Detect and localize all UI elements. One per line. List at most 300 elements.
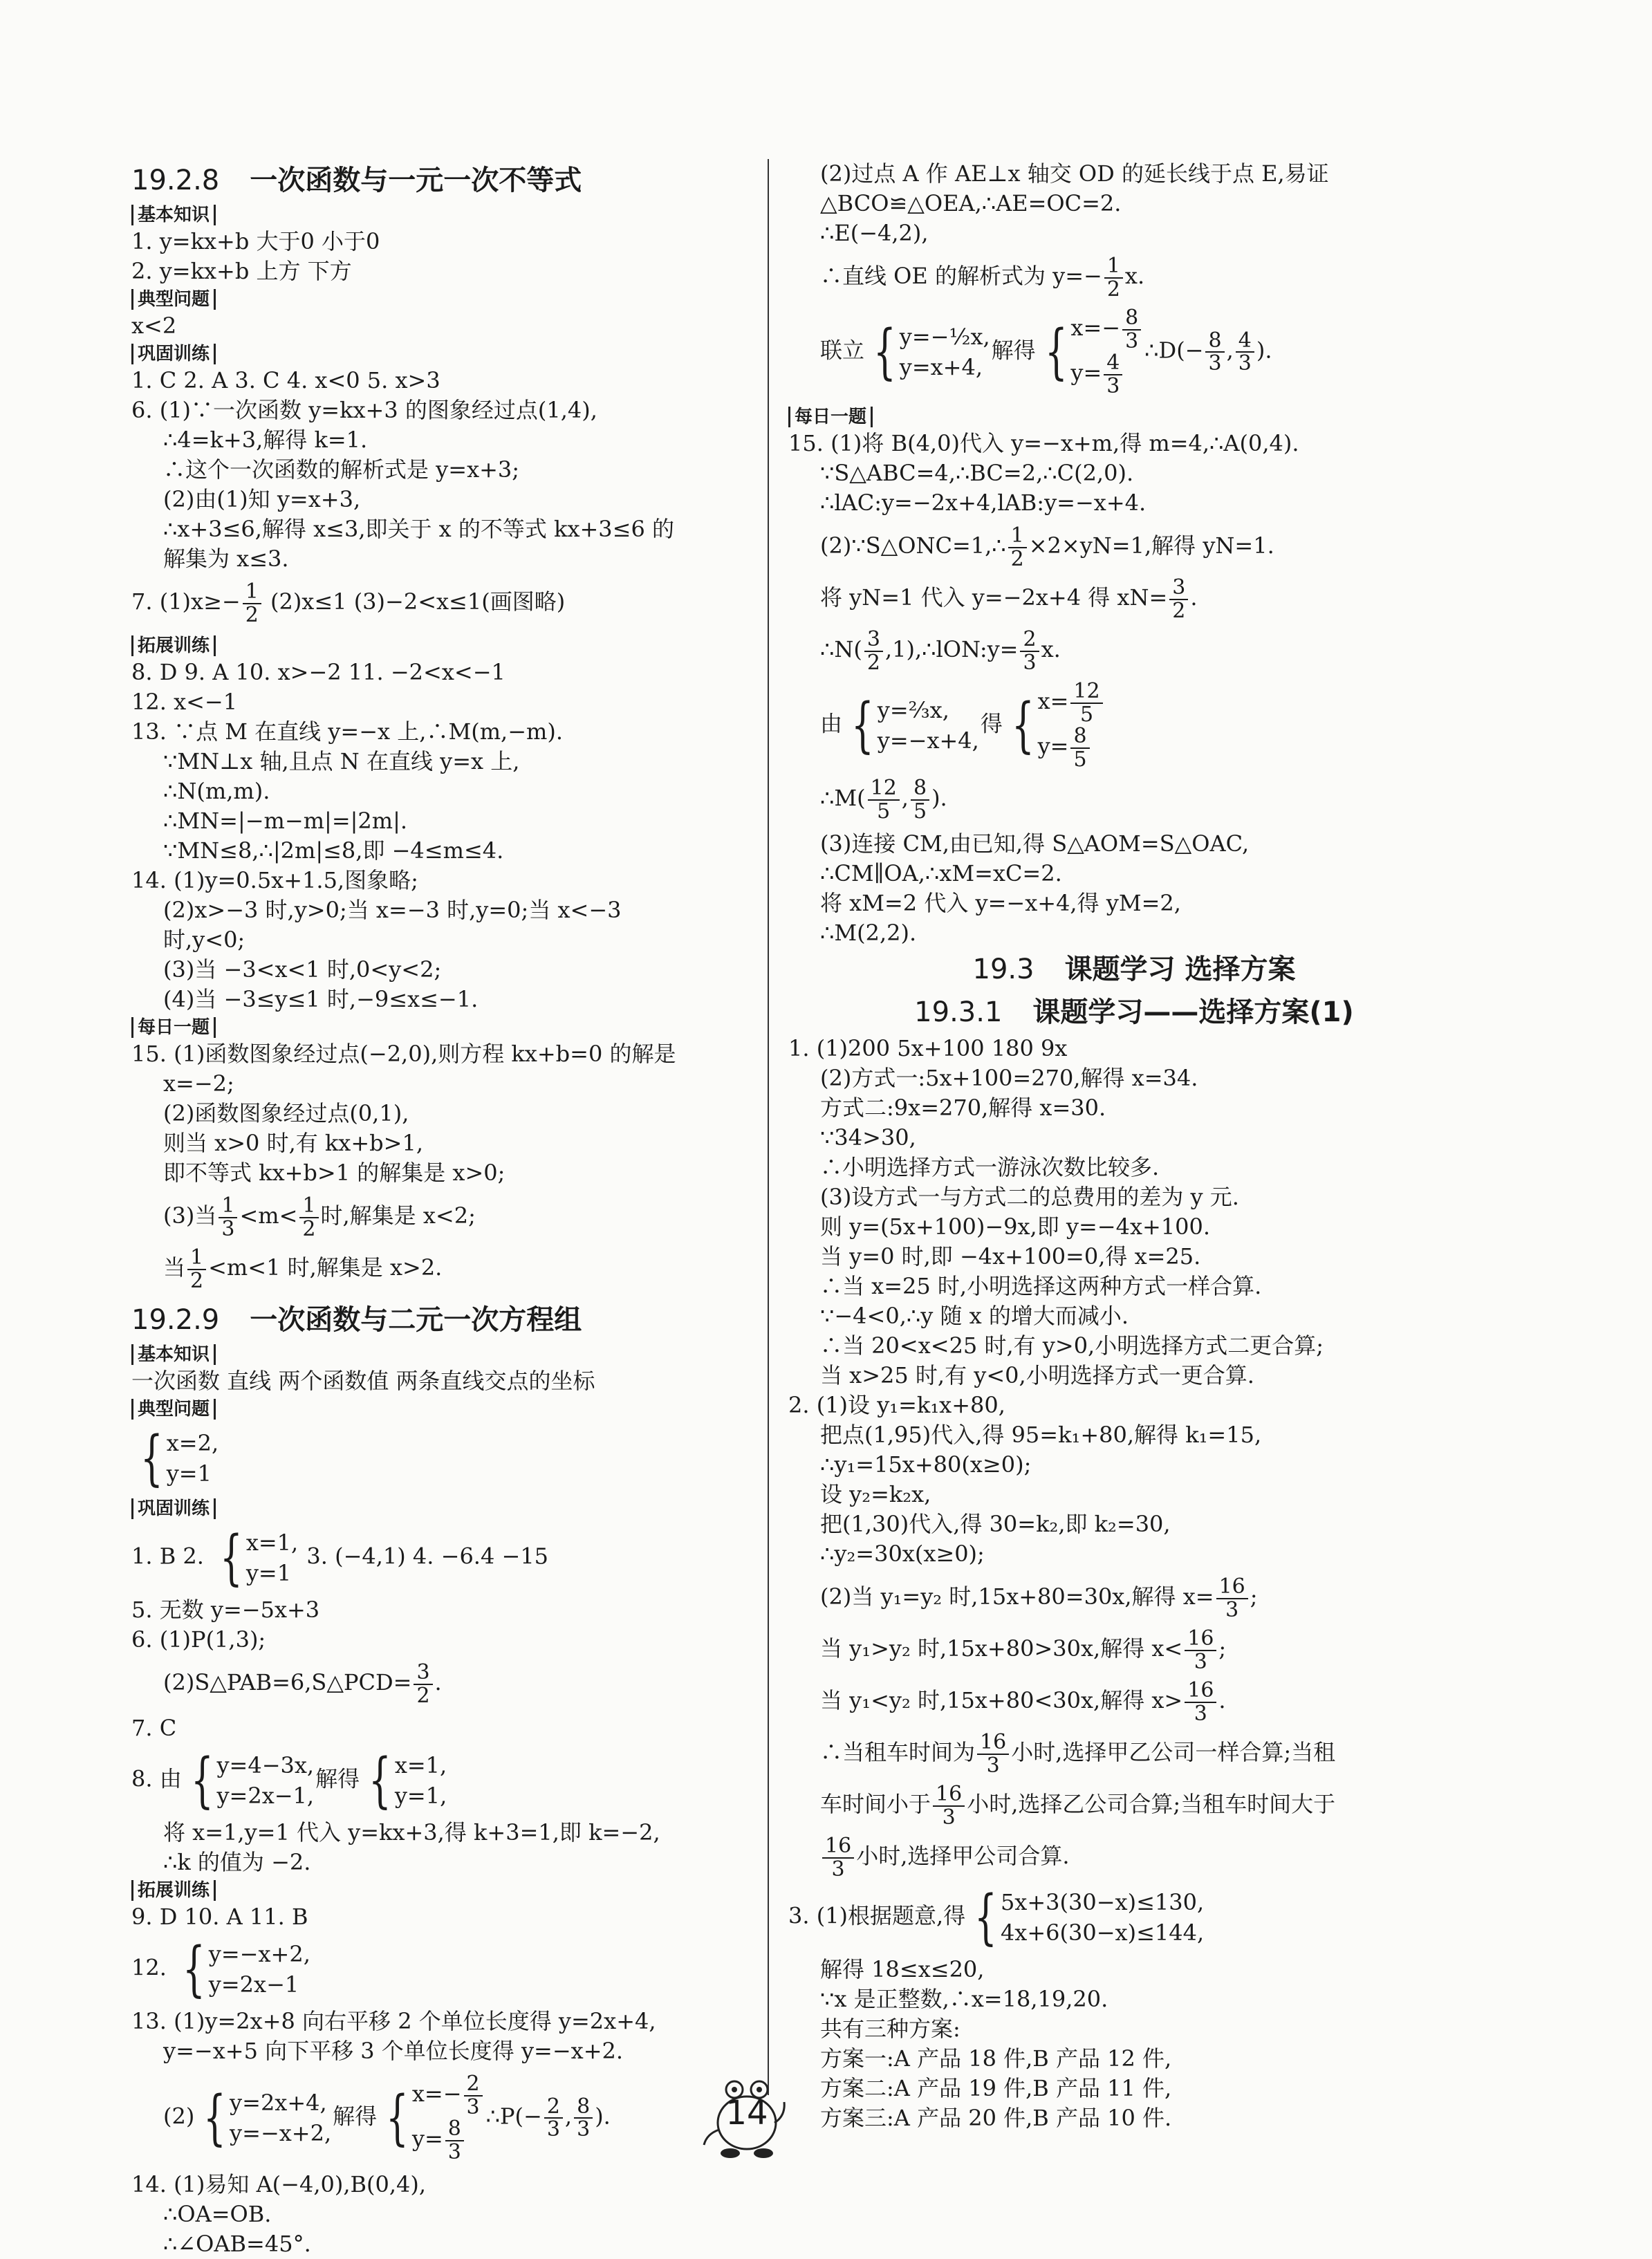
text-segment: 2. y=kx+b 上方 下方	[131, 258, 352, 284]
text-segment: 小时,选择甲公司合算.	[856, 1843, 1070, 1869]
answer-line	[788, 1182, 1480, 1212]
denominator: 5	[913, 799, 927, 824]
section-tag: 典型问题	[131, 289, 216, 310]
denominator: 2	[302, 1216, 316, 1241]
answer-line	[131, 1713, 747, 1743]
denominator: 2	[1106, 277, 1120, 301]
text-segment: (3)连接 CM,由已知,得 S△AOM=S△OAC,	[820, 830, 1250, 857]
numerator: 2	[544, 2096, 563, 2119]
answer-line	[131, 925, 747, 955]
text-segment: x=−	[411, 2081, 462, 2107]
text-segment: ∴N(	[820, 636, 862, 662]
system-line: y=⅔x,	[877, 697, 949, 723]
answer-line	[788, 777, 1480, 822]
text-segment: ,	[901, 785, 909, 811]
text-segment: 解得	[991, 337, 1036, 364]
answer-line	[131, 1595, 747, 1625]
fraction	[977, 1731, 1009, 1776]
section-tag-row	[131, 1341, 747, 1366]
text-segment: x=−	[1070, 315, 1121, 341]
answer-line	[131, 257, 747, 286]
answer-line	[788, 1331, 1480, 1361]
numerator: 3	[864, 629, 883, 652]
text-segment: 得	[980, 710, 1003, 737]
answer-line	[788, 2044, 1480, 2074]
text-segment: x=	[1037, 688, 1069, 714]
equation-system	[133, 1424, 219, 1493]
equation-system	[866, 317, 990, 387]
system-line: x=2,	[166, 1430, 219, 1456]
text-segment: 由	[820, 710, 843, 737]
answer-line	[131, 717, 747, 747]
denominator: 2	[245, 602, 259, 627]
numerator: 1	[1008, 525, 1027, 548]
answer-line	[131, 1662, 747, 1707]
section-tag-row	[131, 341, 747, 366]
fraction	[243, 581, 261, 626]
answer-line	[788, 307, 1480, 397]
system-line: y=1	[245, 1560, 292, 1586]
answer-line	[131, 455, 747, 485]
fraction	[1104, 352, 1122, 397]
denominator: 3	[1125, 328, 1139, 353]
answer-line	[788, 1034, 1480, 1063]
text-segment: ∵MN⊥x 轴,且点 N 在直线 y=x 上,	[163, 748, 520, 774]
numerator: 3	[414, 1662, 432, 1685]
system-line: y=2x+4,	[230, 2090, 327, 2116]
text-segment: ∴当租车时间为	[820, 1739, 976, 1765]
numerator: 8	[1122, 307, 1141, 331]
denominator: 5	[1073, 747, 1087, 772]
fraction	[464, 2073, 483, 2118]
text-segment: ∴直线 OE 的解析式为 y=−	[820, 263, 1102, 289]
text-segment: y=	[411, 2126, 443, 2152]
text-segment: .	[1190, 584, 1198, 611]
text-segment: ∴∠OAB=45°.	[163, 2231, 311, 2257]
equation-system	[361, 1746, 447, 1815]
numerator: 3	[1169, 577, 1188, 600]
text-segment: 解得	[315, 1765, 360, 1792]
fraction	[299, 1195, 318, 1240]
answer-line	[788, 219, 1480, 248]
column-divider	[768, 159, 769, 2095]
text-segment: (2)当 y₁=y₂ 时,15x+80=30x,解得 x=	[820, 1583, 1214, 1610]
text-segment: 车时间小于	[820, 1791, 931, 1817]
text-segment: 当 y₁>y₂ 时,15x+80>30x,解得 x<	[820, 1635, 1183, 1662]
text-segment: ).	[1256, 337, 1272, 364]
text-segment: ,1),∴lON:y=	[884, 636, 1019, 662]
denominator: 3	[221, 1216, 235, 1241]
text-segment: ).	[595, 2103, 611, 2130]
left-column	[131, 159, 747, 2259]
fraction	[1020, 629, 1039, 673]
section-heading: 一次函数与一元一次不等式	[250, 165, 582, 196]
fraction	[1122, 307, 1141, 352]
answer-line	[131, 1902, 747, 1932]
denominator: 3	[1194, 1649, 1207, 1674]
text-segment: 12.	[131, 1954, 174, 1981]
section-tag-row	[131, 1877, 747, 1902]
fraction	[1205, 330, 1224, 375]
text-segment: 12. x<−1	[131, 689, 238, 715]
answer-line	[788, 1835, 1480, 1880]
text-segment: 方案一:A 产品 18 件,B 产品 12 件,	[820, 2045, 1172, 2072]
answer-line	[131, 747, 747, 777]
fraction	[1185, 1680, 1216, 1725]
fraction	[1236, 330, 1254, 375]
system-lines	[209, 1939, 310, 2000]
text-segment: 联立	[820, 337, 865, 364]
fraction	[544, 2096, 563, 2141]
text-segment: 8. D 9. A 10. x>−2 11. −2<x<−1	[131, 659, 505, 685]
fraction	[1070, 725, 1089, 770]
section-title	[131, 159, 747, 202]
text-segment: y=−x+5 向下平移 3 个单位长度得 y=−x+2.	[163, 2038, 624, 2064]
system-line: y=4−3x,	[216, 1752, 315, 1778]
answer-line	[131, 1099, 747, 1128]
section-tag-row	[788, 404, 1480, 429]
system-line: x=1,	[245, 1530, 299, 1556]
text-segment: ∴y₁=15x+80(x≥0);	[820, 1451, 1032, 1478]
section-tag: 拓展训练	[131, 635, 216, 656]
text-segment: 小时,选择乙公司合算;当租车时间大于	[967, 1791, 1336, 1817]
text-segment: (2)方式一:5x+100=270,解得 x=34.	[820, 1065, 1198, 1091]
answer-line	[788, 159, 1480, 189]
equation-system	[175, 1935, 310, 2004]
answer-line	[788, 1628, 1480, 1673]
text-segment: ∴小明选择方式一游泳次数比较多.	[820, 1154, 1160, 1180]
text-segment: .	[1218, 1687, 1226, 1713]
system-line: y=−½x,	[899, 324, 990, 350]
numerator: 8	[911, 777, 929, 801]
answer-line	[131, 866, 747, 895]
text-segment: ∴D(−	[1144, 337, 1204, 364]
text-segment: 13. ∵点 M 在直线 y=−x 上,∴M(m,−m).	[131, 718, 564, 745]
system-lines	[395, 1750, 447, 1811]
text-segment: 7. (1)x≥−	[131, 588, 241, 615]
answer-line	[788, 1272, 1480, 1301]
answer-line	[788, 1212, 1480, 1242]
text-segment: ×2×yN=1,解得 yN=1.	[1028, 532, 1274, 559]
answer-line	[131, 955, 747, 985]
answer-line	[788, 1093, 1480, 1123]
answer-line	[788, 889, 1480, 918]
section-title	[788, 991, 1480, 1034]
system-line	[1070, 307, 1143, 352]
text-segment: ∵34>30,	[820, 1124, 916, 1151]
system-lines	[412, 2073, 485, 2163]
system-lines	[216, 1750, 314, 1811]
answer-line	[788, 1420, 1480, 1450]
numerator: 8	[574, 2096, 593, 2119]
fraction	[219, 1195, 237, 1240]
text-segment: 3. (1)根据题意,得	[788, 1902, 966, 1929]
numerator: 2	[464, 2073, 483, 2097]
text-segment: ∴M(2,2).	[820, 920, 917, 946]
equation-system	[844, 691, 979, 760]
text-segment: (2)S△PAB=6,S△PCD=	[163, 1669, 412, 1695]
equation-system	[196, 2083, 332, 2153]
numerator: 16	[977, 1731, 1009, 1755]
system-lines	[1001, 1887, 1204, 1948]
text-segment: ∴M(	[820, 785, 866, 811]
brace-glyph: {	[220, 1523, 243, 1592]
section-heading: 课题学习 选择方案	[1064, 954, 1296, 985]
fraction	[822, 1835, 854, 1880]
answer-line	[788, 189, 1480, 219]
answer-line	[788, 2074, 1480, 2103]
numerator: 16	[1185, 1628, 1216, 1651]
answer-line	[131, 1247, 747, 1292]
text-segment: 7. C	[131, 1715, 177, 1741]
text-segment: △BCO≌△OEA,∴AE=OC=2.	[820, 190, 1122, 216]
answer-line	[788, 2014, 1480, 2044]
system-line	[1038, 725, 1105, 770]
section-title	[788, 948, 1480, 991]
section-tag-row	[131, 633, 747, 658]
system-line: y=−x+4,	[877, 727, 979, 754]
section-tag-row	[131, 1014, 747, 1039]
text-segment: ∴OA=OB.	[163, 2201, 272, 2227]
answer-line	[131, 2200, 747, 2229]
text-segment: y=	[1070, 360, 1102, 386]
system-line: y=−x+2,	[208, 1941, 310, 1967]
answer-line	[131, 895, 747, 925]
text-segment: ∵−4<0,∴y 随 x 的增大而减小.	[820, 1303, 1129, 1329]
section-number: 19.2.9	[131, 1304, 220, 1336]
system-line	[412, 2118, 485, 2163]
text-segment: ∴当 x=25 时,小明选择这两种方式一样合算.	[820, 1273, 1262, 1299]
system-lines	[878, 695, 979, 756]
answer-line	[788, 458, 1480, 488]
numerator: 16	[1216, 1576, 1248, 1599]
text-segment: (2)函数图象经过点(0,1),	[163, 1100, 409, 1126]
fraction	[864, 629, 883, 673]
text-segment: 2. (1)设 y₁=k₁x+80,	[788, 1392, 1005, 1418]
answer-line	[788, 1153, 1480, 1182]
denominator: 3	[1225, 1597, 1239, 1622]
text-segment: 时,y<0;	[163, 927, 245, 953]
page-number-badge	[698, 2074, 795, 2164]
answer-line	[131, 544, 747, 574]
fraction	[1169, 577, 1188, 622]
answer-line	[788, 1063, 1480, 1093]
text-segment: (4)当 −3≤y≤1 时,−9≤x≤−1.	[163, 986, 479, 1012]
denominator: 2	[1172, 598, 1186, 623]
numerator: 8	[1070, 725, 1089, 749]
answer-line	[788, 859, 1480, 889]
answer-line	[131, 311, 747, 341]
numerator: 1	[1104, 255, 1123, 279]
text-segment: (3)当	[163, 1202, 217, 1229]
text-segment: .	[434, 1669, 442, 1695]
text-segment: 1. y=kx+b 大于0 小于0	[131, 228, 380, 254]
answer-line	[131, 1424, 747, 1493]
text-segment: ∴4=k+3,解得 k=1.	[163, 427, 368, 453]
equation-system	[1004, 680, 1105, 770]
text-segment: (2)由(1)知 y=x+3,	[163, 486, 361, 512]
answer-line	[788, 1576, 1480, 1621]
text-segment: 共有三种方案:	[820, 2016, 960, 2042]
text-segment: 方案三:A 产品 20 件,B 产品 10 件.	[820, 2105, 1172, 2131]
answer-line	[131, 1195, 747, 1240]
text-segment: ∴k 的值为 −2.	[163, 1849, 311, 1875]
answer-line	[788, 255, 1480, 300]
denominator: 2	[416, 1683, 430, 1708]
text-segment: 15. (1)将 B(4,0)代入 y=−x+m,得 m=4,∴A(0,4).	[788, 430, 1299, 456]
answer-line	[131, 366, 747, 396]
right-column	[788, 159, 1480, 2133]
brace-glyph: {	[974, 1883, 997, 1952]
numerator: 12	[1070, 680, 1102, 704]
numerator: 1	[187, 1247, 206, 1270]
equation-system	[967, 1883, 1205, 1952]
section-tag-row	[131, 1396, 747, 1421]
system-line: y=−x+2,	[230, 2120, 332, 2146]
page-number: 14	[725, 2094, 768, 2132]
numerator: 12	[868, 777, 900, 801]
text-segment: 15. (1)函数图象经过点(−2,0),则方程 kx+b=0 的解是	[131, 1041, 676, 1067]
answer-line	[131, 1848, 747, 1877]
system-lines	[167, 1428, 219, 1489]
answer-line	[788, 1391, 1480, 1420]
answer-line	[788, 1731, 1480, 1776]
text-segment: 解得	[333, 2103, 378, 2130]
answer-line	[131, 1746, 747, 1815]
fraction	[1104, 255, 1123, 300]
brace-glyph: {	[851, 691, 874, 760]
text-segment: 9. D 10. A 11. B	[131, 1904, 308, 1930]
answer-line	[131, 581, 747, 626]
answer-line	[788, 1783, 1480, 1828]
text-segment: 将 xM=2 代入 y=−x+4,得 yM=2,	[820, 890, 1181, 916]
answer-line	[788, 577, 1480, 622]
section-tag: 典型问题	[131, 1399, 216, 1420]
text-segment: 一次函数 直线 两个函数值 两条直线交点的坐标	[131, 1368, 595, 1394]
text-segment: ;	[1218, 1635, 1227, 1662]
text-segment: 当 x>25 时,有 y<0,小明选择方式一更合算.	[820, 1362, 1254, 1388]
text-segment: ∴P(−	[485, 2103, 542, 2130]
text-segment: ∴CM∥OA,∴xM=xC=2.	[820, 860, 1062, 886]
text-segment: 将 x=1,y=1 代入 y=kx+3,得 k+3=1,即 k=−2,	[163, 1819, 660, 1846]
answer-line	[131, 658, 747, 687]
fraction	[1185, 1628, 1216, 1673]
system-lines	[230, 2088, 331, 2148]
denominator: 2	[866, 650, 880, 675]
text-segment: <m<1 时,解集是 x>2.	[208, 1254, 443, 1281]
answer-line	[131, 1158, 747, 1188]
fraction	[1008, 525, 1027, 570]
text-segment: y=	[1037, 733, 1069, 759]
text-segment: 即不等式 kx+b>1 的解集是 x>0;	[163, 1160, 505, 1186]
section-title	[131, 1299, 747, 1341]
text-segment: 小时,选择甲乙公司一样合算;当租	[1011, 1739, 1336, 1765]
section-heading: 课题学习——选择方案(1)	[1032, 996, 1354, 1028]
system-line: x=1,	[394, 1752, 447, 1778]
answer-line	[131, 2073, 747, 2163]
section-tag-row	[131, 286, 747, 311]
system-line	[412, 2073, 485, 2118]
section-tag: 巩固训练	[131, 344, 216, 364]
system-lines	[246, 1527, 298, 1588]
denominator: 5	[877, 799, 891, 824]
answer-line	[788, 2103, 1480, 2133]
answer-line	[788, 525, 1480, 570]
answer-line	[788, 1450, 1480, 1480]
text-segment: x.	[1041, 636, 1061, 662]
equation-system	[212, 1523, 299, 1592]
denominator: 3	[546, 2117, 560, 2141]
text-segment: 当	[163, 1254, 186, 1281]
system-lines	[900, 322, 990, 382]
answer-line	[131, 1069, 747, 1099]
fraction	[868, 777, 900, 822]
text-segment: 设 y₂=k₂x,	[820, 1481, 931, 1507]
fraction	[933, 1783, 965, 1828]
section-number: 19.2.8	[131, 165, 220, 196]
fraction	[1070, 680, 1102, 725]
text-segment: 6. (1)P(1,3);	[131, 1626, 266, 1653]
answer-line	[131, 1625, 747, 1655]
text-segment: 6. (1)∵一次函数 y=kx+3 的图象经过点(1,4),	[131, 397, 597, 423]
system-line: 4x+6(30−x)≤144,	[1000, 1919, 1205, 1946]
answer-line	[131, 2229, 747, 2259]
text-segment: x=−2;	[163, 1070, 234, 1097]
text-segment: 14. (1)易知 A(−4,0),B(0,4),	[131, 2171, 427, 2197]
denominator: 3	[577, 2117, 591, 2141]
comma: ,	[564, 2103, 573, 2130]
answer-line	[788, 1955, 1480, 1984]
system-line: y=1	[166, 1460, 212, 1487]
text-segment: ∴E(−4,2),	[820, 220, 929, 246]
text-segment: 将 yN=1 代入 y=−2x+4 得 xN=	[820, 584, 1168, 611]
denominator: 3	[942, 1805, 956, 1830]
answer-line	[131, 1039, 747, 1069]
text-segment: 1. B 2.	[131, 1543, 212, 1570]
text-segment: 方式二:9x=270,解得 x=30.	[820, 1095, 1106, 1121]
denominator: 3	[986, 1753, 1000, 1778]
answer-line	[131, 485, 747, 514]
text-segment: 14. (1)y=0.5x+1.5,图象略;	[131, 867, 418, 893]
answer-line	[788, 829, 1480, 859]
text-segment: 当 y=0 时,即 −4x+100=0,得 x=25.	[820, 1243, 1201, 1270]
text-segment: ∴当 20<x<25 时,有 y>0,小明选择方式二更合算;	[820, 1332, 1324, 1359]
text-segment: x<2	[131, 313, 177, 339]
answer-line	[788, 1680, 1480, 1725]
text-segment: 把(1,30)代入,得 30=k₂,即 k₂=30,	[820, 1511, 1171, 1537]
answer-line	[788, 1361, 1480, 1391]
denominator: 3	[1023, 650, 1037, 675]
system-line: y=2x−1	[208, 1971, 299, 1998]
answer-line	[131, 2036, 747, 2066]
system-line: 5x+3(30−x)≤130,	[1000, 1889, 1205, 1915]
text-segment: 时,解集是 x<2;	[320, 1202, 476, 1229]
text-segment: (3)设方式一与方式二的总费用的差为 y 元.	[820, 1184, 1239, 1210]
text-segment: 13. (1)y=2x+8 向右平移 2 个单位长度得 y=2x+4,	[131, 2008, 656, 2034]
answer-line	[788, 1301, 1480, 1331]
brace-glyph: {	[183, 1935, 205, 2004]
text-segment: ∴x+3≤6,解得 x≤3,即关于 x 的不等式 kx+3≤6 的	[163, 516, 675, 542]
text-segment: 当 y₁<y₂ 时,15x+80<30x,解得 x>	[820, 1687, 1183, 1713]
section-tag: 每日一题	[131, 1017, 216, 1038]
denominator: 2	[190, 1268, 204, 1293]
text-segment: (2)x≤1 (3)−2<x≤1(画图略)	[263, 588, 566, 615]
text-segment: ;	[1250, 1583, 1258, 1610]
text-segment: (2)x>−3 时,y>0;当 x=−3 时,y=0;当 x<−3	[163, 897, 622, 923]
text-segment: ).	[931, 785, 947, 811]
answer-line	[788, 1123, 1480, 1153]
text-segment: 解得 18≤x≤20,	[820, 1956, 985, 1982]
